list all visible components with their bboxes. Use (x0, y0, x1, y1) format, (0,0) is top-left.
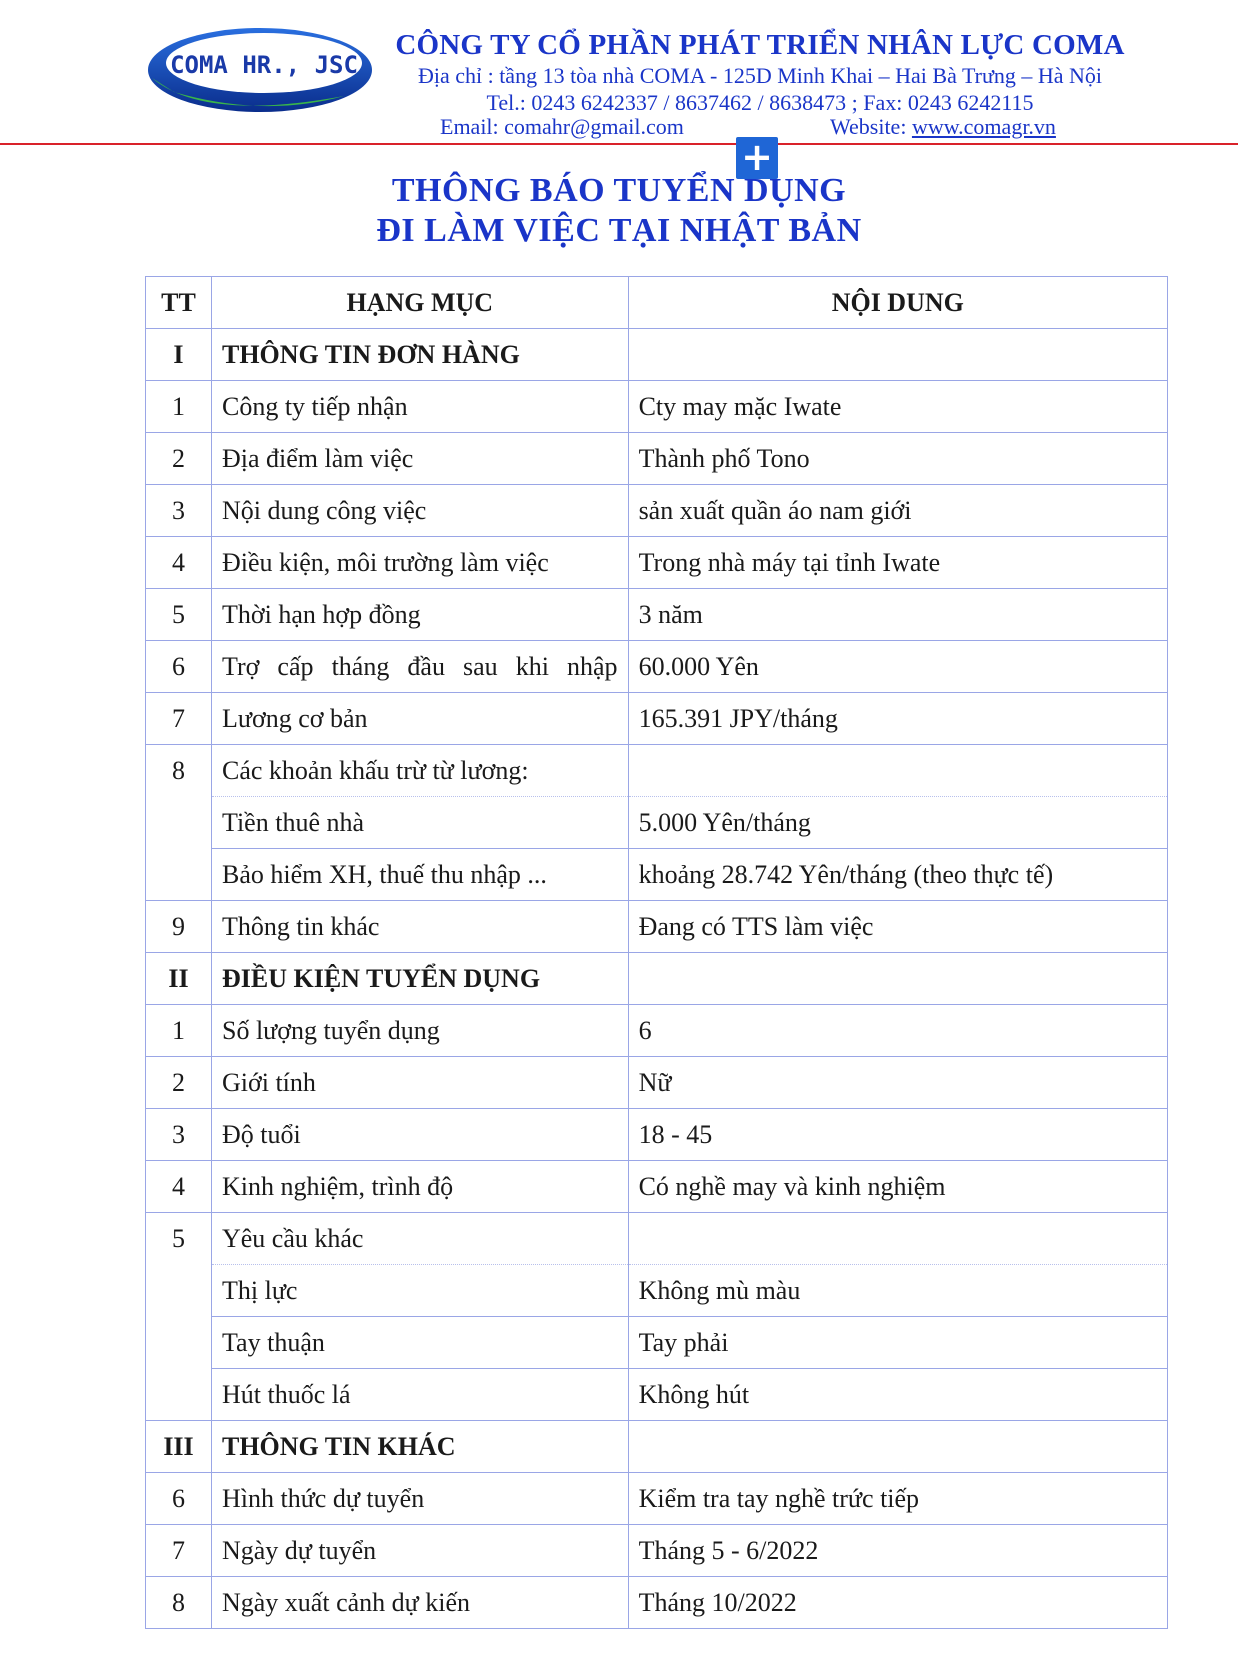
row-content: 5.000 Yên/tháng (628, 797, 1167, 849)
row-number (146, 797, 212, 849)
row-content: 6 (628, 1005, 1167, 1057)
row-number: 8 (146, 1577, 212, 1629)
row-number: 1 (146, 381, 212, 433)
row-number: 2 (146, 433, 212, 485)
row-number: 7 (146, 693, 212, 745)
row-content: 3 năm (628, 589, 1167, 641)
table-row (146, 1005, 1168, 1057)
table-row (146, 745, 1168, 797)
table-row (146, 485, 1168, 537)
row-category: Thông tin khác (211, 901, 628, 953)
row-number (146, 849, 212, 901)
table-row (146, 1577, 1168, 1629)
row-category: Tiền thuê nhà (211, 797, 628, 849)
row-category: Bảo hiểm XH, thuế thu nhập ... (211, 849, 628, 901)
row-category: Ngày xuất cảnh dự kiến (211, 1577, 628, 1629)
row-category: Hình thức dự tuyển (211, 1473, 628, 1525)
company-website-row (830, 113, 1056, 140)
row-category: Giới tính (211, 1057, 628, 1109)
section-title: ĐIỀU KIỆN TUYỂN DỤNG (211, 953, 628, 1005)
row-content: sản xuất quần áo nam giới (628, 485, 1167, 537)
table-subrow (146, 1317, 1168, 1369)
recruitment-table (145, 276, 1168, 1629)
company-name: CÔNG TY CỔ PHẦN PHÁT TRIỂN NHÂN LỰC COMA (395, 29, 1125, 61)
row-content: Cty may mặc Iwate (628, 381, 1167, 433)
table-header-row (146, 277, 1168, 329)
company-email: Email: comahr@gmail.com (440, 114, 684, 139)
table-subrow (146, 849, 1168, 901)
header-divider (0, 143, 1238, 145)
company-info (380, 28, 1140, 116)
section-number: III (146, 1421, 212, 1473)
row-category: Độ tuổi (211, 1109, 628, 1161)
row-content (628, 1213, 1167, 1265)
company-phone: Tel.: 0243 6242337 / 8637462 / 8638473 ; Fax: 0243 6242115 (486, 90, 1034, 115)
row-number: 7 (146, 1525, 212, 1577)
table-row (146, 589, 1168, 641)
table-row (146, 1057, 1168, 1109)
row-content: khoảng 28.742 Yên/tháng (theo thực tế) (628, 849, 1167, 901)
row-content: Trong nhà máy tại tỉnh Iwate (628, 537, 1167, 589)
row-number (146, 1265, 212, 1317)
row-number: 1 (146, 1005, 212, 1057)
header-tt: TT (146, 277, 212, 329)
section-number: II (146, 953, 212, 1005)
section-title: THÔNG TIN KHÁC (211, 1421, 628, 1473)
row-content: Đang có TTS làm việc (628, 901, 1167, 953)
table-row (146, 1213, 1168, 1265)
table-row (146, 641, 1168, 693)
row-content: Kiểm tra tay nghề trức tiếp (628, 1473, 1167, 1525)
row-content: Không mù màu (628, 1265, 1167, 1317)
row-category: Nội dung công việc (211, 485, 628, 537)
row-category: Hút thuốc lá (211, 1369, 628, 1421)
section-empty (628, 329, 1167, 381)
row-category: Số lượng tuyển dụng (211, 1005, 628, 1057)
section-row (146, 1421, 1168, 1473)
table-row (146, 537, 1168, 589)
row-number (146, 1317, 212, 1369)
table-row (146, 1161, 1168, 1213)
row-number: 6 (146, 641, 212, 693)
row-category: Trợ cấp tháng đầu sau khi nhập (211, 641, 628, 693)
row-content: Có nghề may và kinh nghiệm (628, 1161, 1167, 1213)
row-category: Thời hạn hợp đồng (211, 589, 628, 641)
plus-icon[interactable]: + (736, 137, 778, 179)
row-content: Tháng 5 - 6/2022 (628, 1525, 1167, 1577)
table-row (146, 901, 1168, 953)
header-content: NỘI DUNG (628, 277, 1167, 329)
section-number: I (146, 329, 212, 381)
table-subrow (146, 1369, 1168, 1421)
table-row (146, 1473, 1168, 1525)
row-number: 6 (146, 1473, 212, 1525)
row-number: 2 (146, 1057, 212, 1109)
row-number: 4 (146, 1161, 212, 1213)
section-title: THÔNG TIN ĐƠN HÀNG (211, 329, 628, 381)
page-subtitle: ĐI LÀM VIỆC TẠI NHẬT BẢN (376, 212, 862, 249)
table-row (146, 381, 1168, 433)
row-category: Tay thuận (211, 1317, 628, 1369)
row-content: Thành phố Tono (628, 433, 1167, 485)
row-category: Yêu cầu khác (211, 1213, 628, 1265)
section-empty (628, 953, 1167, 1005)
row-content: Không hút (628, 1369, 1167, 1421)
header-category: HẠNG MỤC (211, 277, 628, 329)
website-link[interactable]: www.comagr.vn (911, 114, 1056, 139)
row-category: Lương cơ bản (211, 693, 628, 745)
row-category: Ngày dự tuyển (211, 1525, 628, 1577)
table-row (146, 1525, 1168, 1577)
row-category: Kinh nghiệm, trình độ (211, 1161, 628, 1213)
row-category: Các khoản khấu trừ từ lương: (211, 745, 628, 797)
row-category: Điều kiện, môi trường làm việc (211, 537, 628, 589)
section-row (146, 953, 1168, 1005)
row-content: 165.391 JPY/tháng (628, 693, 1167, 745)
row-number: 5 (146, 589, 212, 641)
table-subrow (146, 1265, 1168, 1317)
table-row (146, 433, 1168, 485)
row-category: Địa điểm làm việc (211, 433, 628, 485)
row-content: 18 - 45 (628, 1109, 1167, 1161)
row-number: 4 (146, 537, 212, 589)
table-subrow (146, 797, 1168, 849)
row-content: Tháng 10/2022 (628, 1577, 1167, 1629)
row-number: 3 (146, 1109, 212, 1161)
table-row (146, 1109, 1168, 1161)
row-number: 9 (146, 901, 212, 953)
row-category: Thị lực (211, 1265, 628, 1317)
row-number (146, 1369, 212, 1421)
row-number: 5 (146, 1213, 212, 1265)
website-label: Website: (830, 114, 912, 139)
company-address: Địa chỉ : tầng 13 tòa nhà COMA - 125D Minh Khai – Hai Bà Trưng – Hà Nội (417, 63, 1103, 88)
row-number: 8 (146, 745, 212, 797)
table-row (146, 693, 1168, 745)
section-row (146, 329, 1168, 381)
row-content (628, 745, 1167, 797)
row-content: 60.000 Yên (628, 641, 1167, 693)
page-title: THÔNG BÁO TUYỂN DỤNG (391, 172, 847, 209)
row-category: Công ty tiếp nhận (211, 381, 628, 433)
row-content: Tay phải (628, 1317, 1167, 1369)
company-logo (144, 18, 376, 116)
row-content: Nữ (628, 1057, 1167, 1109)
section-empty (628, 1421, 1167, 1473)
logo-text: COMA HR., JSC (170, 51, 358, 79)
row-number: 3 (146, 485, 212, 537)
